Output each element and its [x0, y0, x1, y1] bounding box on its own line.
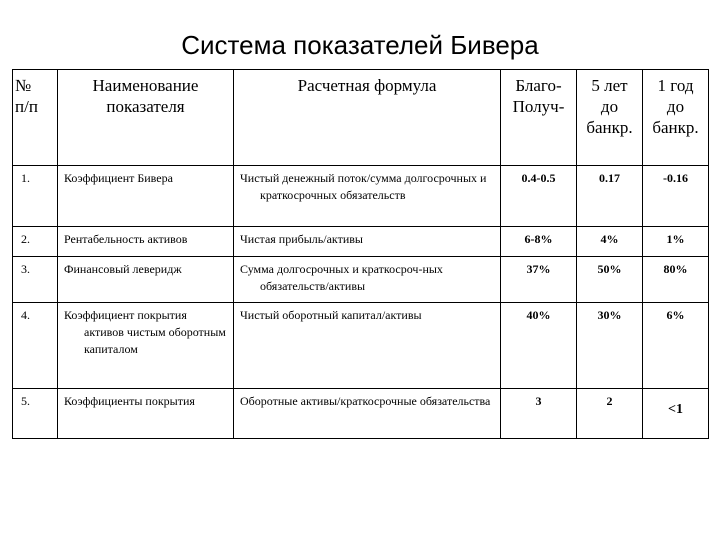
value-one-year: 1% [643, 227, 709, 257]
table-row [13, 227, 709, 257]
row-number: 3. [13, 257, 58, 303]
value-one-year-cell [643, 389, 709, 439]
value-one-year: 6% [643, 303, 709, 389]
header-five-years: 5 лет до банкр. [577, 70, 643, 166]
row-number: 2. [13, 227, 58, 257]
row-number: 1. [13, 166, 58, 227]
indicator-name: Коэффициенты покрытия [58, 389, 234, 439]
table-row [13, 389, 709, 439]
value-one-year: -0.16 [643, 166, 709, 227]
table-header-row [13, 70, 709, 166]
table-row [13, 303, 709, 389]
row-number: 5. [13, 389, 58, 439]
value-five-years: 50% [577, 257, 643, 303]
value-healthy: 3 [501, 389, 577, 439]
indicator-formula: Чистая прибыль/активы [234, 227, 501, 257]
indicator-name: Коэффициент Бивера [58, 166, 234, 227]
indicator-formula: Оборотные активы/краткосрочные обязательства [234, 389, 501, 439]
value-five-years: 4% [577, 227, 643, 257]
value-five-years: 30% [577, 303, 643, 389]
indicator-formula: Чистый оборотный капитал/активы [234, 303, 501, 389]
header-one-year: 1 год до банкр. [643, 70, 709, 166]
header-healthy: Благо- Получ- [501, 70, 577, 166]
table-row [13, 257, 709, 303]
beaver-indicators-table [12, 69, 709, 439]
header-formula: Расчетная формула [234, 70, 501, 166]
indicator-name: Финансовый леверидж [58, 257, 234, 303]
value-healthy: 40% [501, 303, 577, 389]
indicator-formula: Сумма долгосрочных и краткосроч-ных обязательств/активы [234, 257, 501, 303]
table-row [13, 166, 709, 227]
page-title: Система показателей Бивера [181, 30, 539, 60]
value-five-years: 0.17 [577, 166, 643, 227]
value-healthy: 0.4-0.5 [501, 166, 577, 227]
header-name: Наименование показателя [58, 70, 234, 166]
row-number: 4. [13, 303, 58, 389]
value-one-year: 80% [643, 257, 709, 303]
indicator-name: Рентабельность активов [58, 227, 234, 257]
value-healthy: 6-8% [501, 227, 577, 257]
value-healthy: 37% [501, 257, 577, 303]
indicator-name: Коэффициент покрытия активов чистым оборотным капиталом [58, 303, 234, 389]
value-one-year: <1 [668, 402, 683, 417]
indicator-formula: Чистый денежный поток/сумма долгосрочных и краткосрочных обязательств [234, 166, 501, 227]
header-num: № п/п [13, 70, 58, 166]
value-five-years: 2 [577, 389, 643, 439]
